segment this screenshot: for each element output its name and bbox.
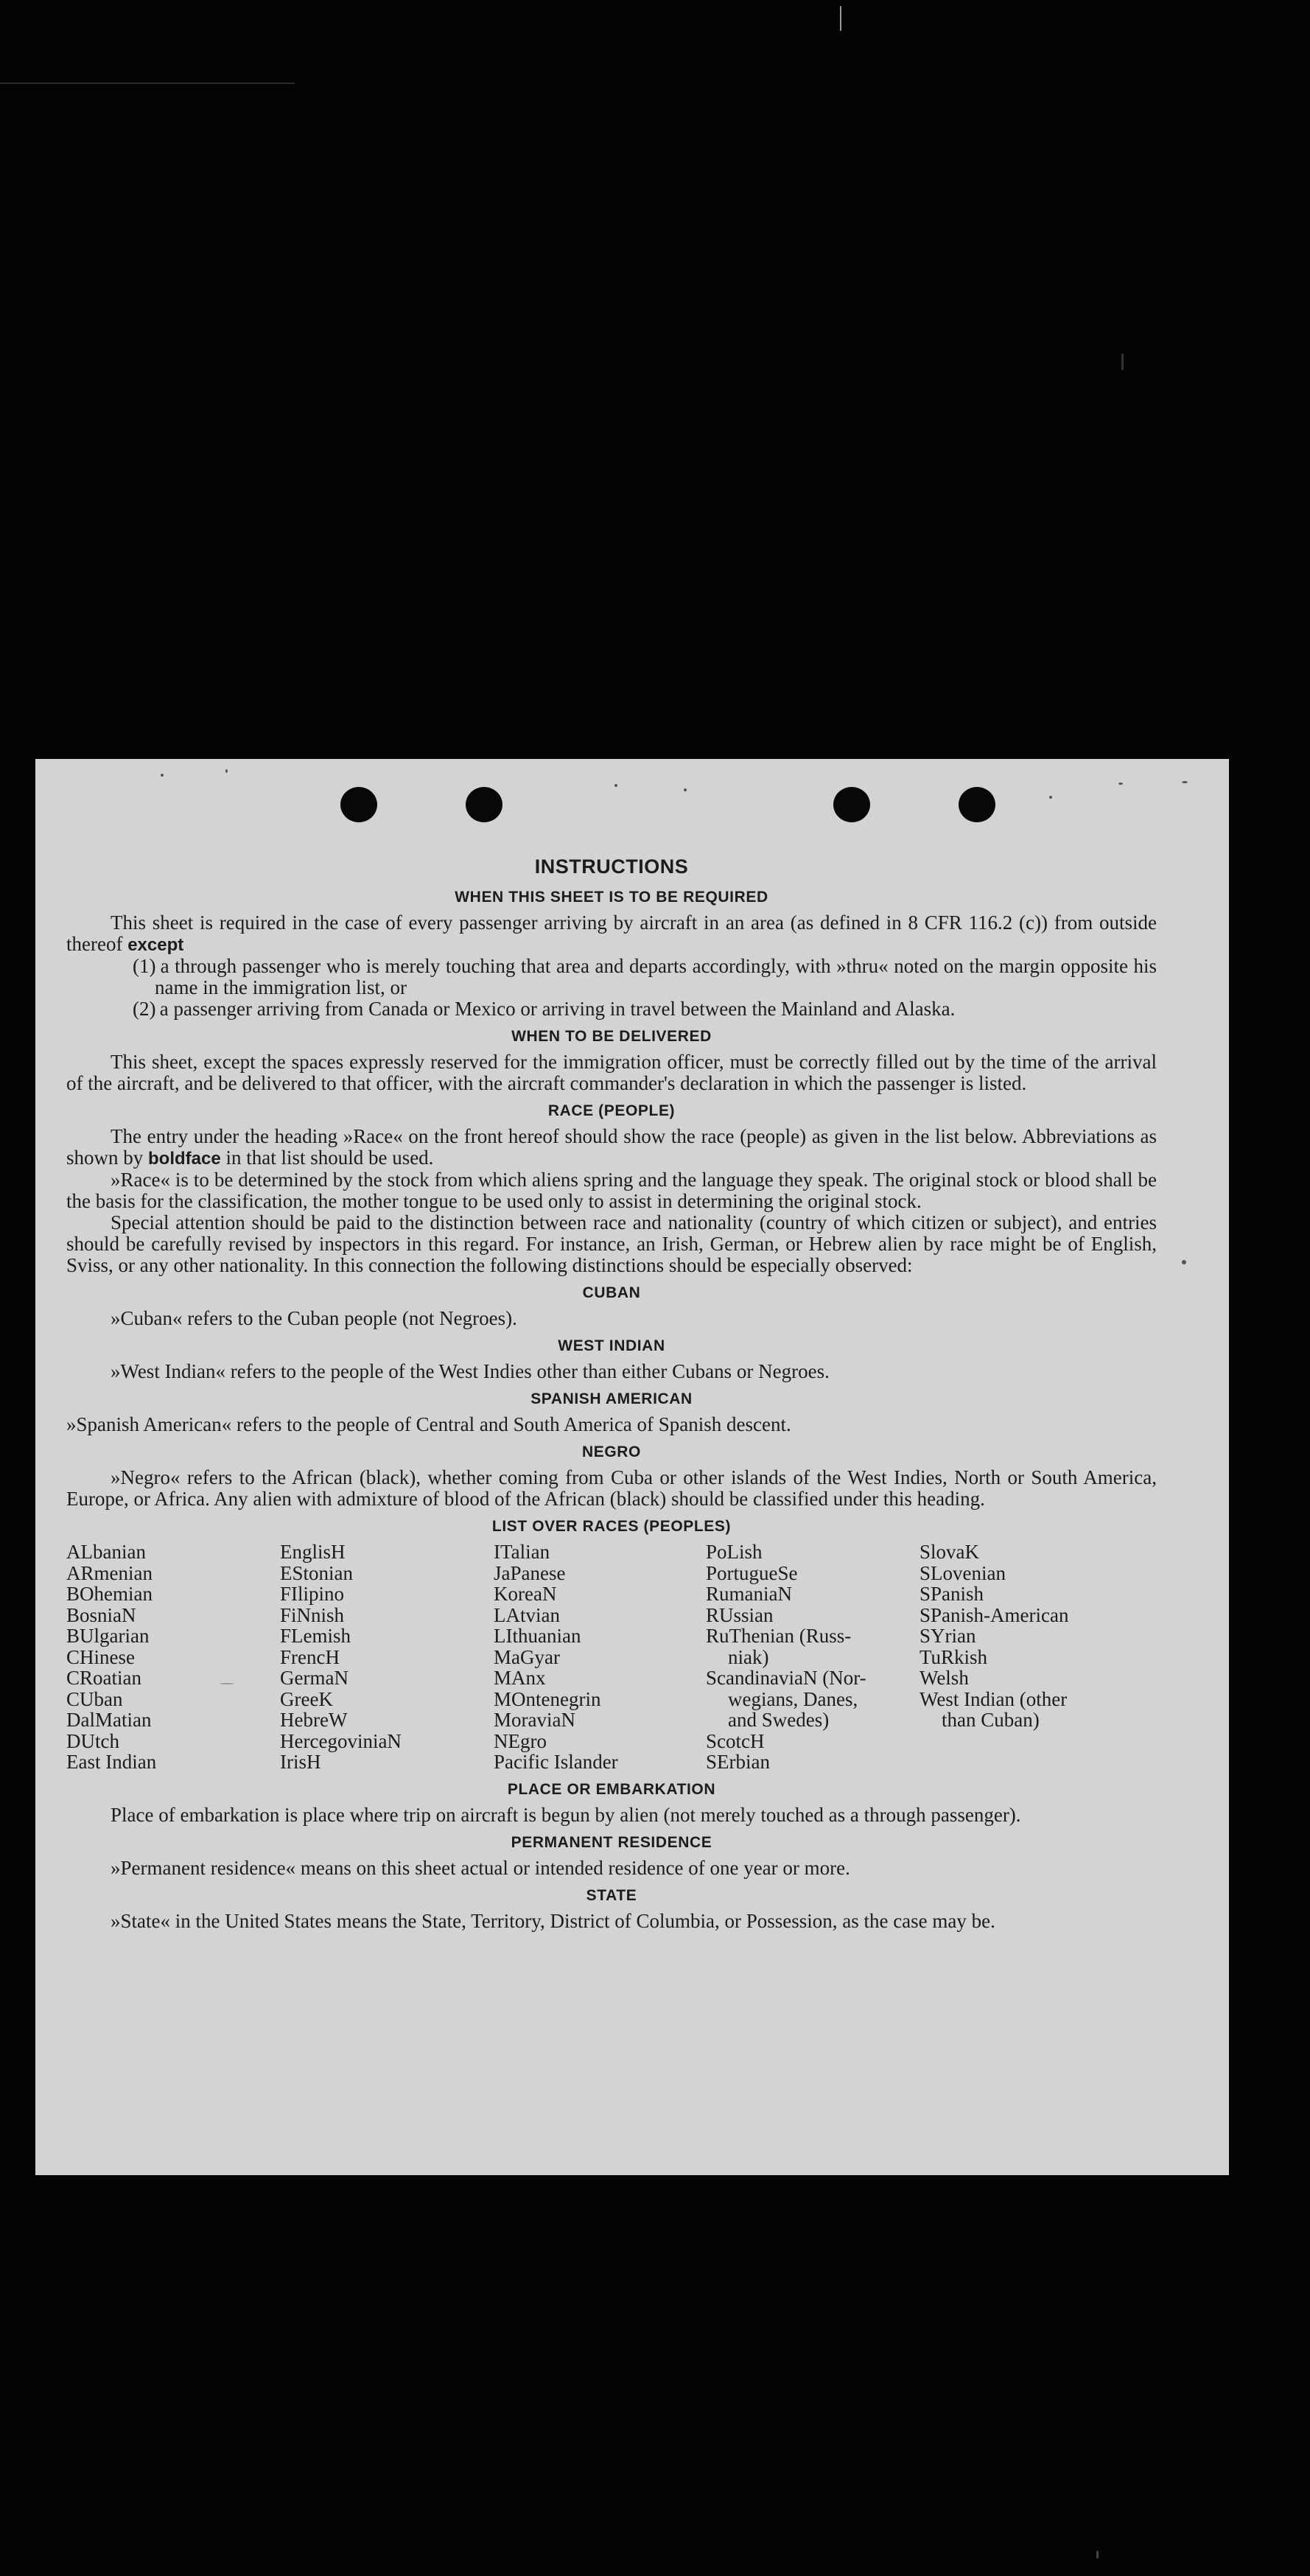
race-entry: JaPanese <box>494 1561 566 1584</box>
scan-speck <box>684 788 687 791</box>
section-paragraph: Place of embarkation is place where trip on aircraft is begun by alien (not merely touched as a through passenger). <box>111 1803 1021 1826</box>
race-entry: Pacific Islander <box>494 1751 618 1773</box>
race-entry: niak) <box>728 1645 769 1668</box>
scan-speck <box>220 1683 234 1684</box>
section-paragraph: »Permanent residence« means on this sheet actual or intended residence of one year or more. <box>111 1856 850 1879</box>
race-entry: HebreW <box>280 1709 348 1731</box>
document-sheet <box>35 759 1229 2175</box>
race-entry: EnglisH <box>280 1541 346 1563</box>
races-table <box>66 1541 1157 1773</box>
race-entry: ITalian <box>494 1541 550 1563</box>
race-entry: RumaniaN <box>706 1583 792 1605</box>
races-column <box>920 1541 1141 1773</box>
race-entry: wegians, Danes, <box>728 1687 858 1710</box>
race-entry: MoraviaN <box>494 1709 575 1731</box>
section-heading-west-indian: WEST INDIAN <box>558 1337 665 1354</box>
punch-hole <box>833 787 870 822</box>
section-paragraph: This sheet is required in the case of every passenger arriving by aircraft in an area (as defined in 8 CFR 116.2 (c)) from outside thereof except <box>66 911 1157 955</box>
race-entry: SPanish <box>920 1583 984 1605</box>
race-entry: FLemish <box>280 1625 351 1647</box>
race-entry: Welsh <box>920 1667 969 1689</box>
race-entry: LIthuanian <box>494 1625 581 1647</box>
punch-hole <box>959 787 995 822</box>
race-entry: ScotcH <box>706 1729 765 1752</box>
race-entry: TuRkish <box>920 1645 988 1668</box>
race-entry: DUtch <box>66 1729 119 1752</box>
race-entry: GreeK <box>280 1687 333 1710</box>
race-entry: FiNnish <box>280 1603 345 1626</box>
scan-speck <box>1049 796 1052 799</box>
section-heading-cuban: CUBAN <box>582 1284 641 1301</box>
section-paragraph: »State« in the United States means the State, Territory, District of Columbia, or Possession, as the case may be. <box>111 1909 995 1932</box>
race-entry: BOhemian <box>66 1583 153 1605</box>
race-entry: NEgro <box>494 1729 547 1752</box>
scan-speck <box>161 774 164 777</box>
scan-speck <box>1182 1260 1186 1264</box>
section-heading-races-list: LIST OVER RACES (PEOPLES) <box>491 1518 732 1535</box>
scan-speck <box>840 6 841 31</box>
race-entry: BosniaN <box>66 1603 136 1626</box>
race-entry: SPanish-American <box>920 1603 1069 1626</box>
race-entry: SYrian <box>920 1625 976 1647</box>
scan-speck <box>1182 781 1188 783</box>
section-heading-state: STATE <box>586 1886 637 1904</box>
punch-hole <box>466 787 502 822</box>
scan-speck <box>1096 2551 1099 2558</box>
section-paragraph: The entry under the heading »Race« on the front hereof should show the race (people) as given in the list below. Abbreviations as shown by boldface in that list should be used. <box>66 1125 1157 1169</box>
scan-speck <box>0 83 295 84</box>
bold-term: boldface <box>148 1149 221 1169</box>
section-heading-race: RACE (PEOPLE) <box>547 1102 676 1119</box>
scan-speck <box>225 769 228 773</box>
scan-speck <box>1121 354 1124 370</box>
race-entry: SlovaK <box>920 1541 979 1563</box>
race-entry: EStonian <box>280 1561 353 1584</box>
section-paragraph: »Negro« refers to the African (black), whether coming from Cuba or other islands of the West Indies, North or South America, Europe, or Africa. Any alien with admixture of blood of the African (black) should be classified under this heading. <box>66 1466 1157 1510</box>
race-entry: MAnx <box>494 1667 546 1689</box>
scan-speck <box>614 784 617 787</box>
section-paragraph: Special attention should be paid to the distinction between race and nationality (country of which citizen or subject), and entries should be carefully revised by inspectors in this regard. For instance, an Irish, German, or Hebrew alien by race might be of English, Sviss, or any other nationality. In this connection the following distinctions should be especially observed: <box>66 1211 1157 1276</box>
race-entry: RuThenian (Russ- <box>706 1625 852 1647</box>
section-paragraph: »Cuban« refers to the Cuban people (not Negroes). <box>111 1307 517 1329</box>
race-entry: ARmenian <box>66 1561 153 1584</box>
punch-hole <box>340 787 377 822</box>
race-entry: SErbian <box>706 1751 770 1773</box>
race-entry: FrencH <box>280 1645 340 1668</box>
instructions-content <box>66 856 1157 1932</box>
race-entry: than Cuban) <box>942 1709 1040 1731</box>
race-entry: East Indian <box>66 1751 157 1773</box>
race-entry: GermaN <box>280 1667 348 1689</box>
race-entry: DalMatian <box>66 1709 152 1731</box>
race-entry: MOntenegrin <box>494 1687 601 1710</box>
section-heading-negro: NEGRO <box>581 1443 641 1460</box>
race-entry: IrisH <box>280 1751 321 1773</box>
section-paragraph: This sheet, except the spaces expressly reserved for the immigration officer, must be correctly filled out by the time of the arrival of the aircraft, and be delivered to that officer, with the aircraft commander's declaration in which the passenger is listed. <box>66 1051 1157 1094</box>
list-item: (2) a passenger arriving from Canada or Mexico or arriving in travel between the Mainland and Alaska. <box>133 998 956 1020</box>
races-column <box>494 1541 706 1773</box>
race-entry: West Indian (other <box>920 1687 1068 1710</box>
section-paragraph: »West Indian« refers to the people of the West Indies other than either Cubans or Negroes. <box>111 1360 830 1382</box>
race-entry: CRoatian <box>66 1667 141 1689</box>
race-entry: MaGyar <box>494 1645 560 1668</box>
section-paragraph: »Race« is to be determined by the stock from which aliens spring and the language they speak. The original stock or blood shall be the basis for the classification, the mother tongue to be used only to assist in determining the original stock. <box>66 1169 1157 1212</box>
race-entry: LAtvian <box>494 1603 560 1626</box>
race-entry: CHinese <box>66 1645 135 1668</box>
race-entry: RUssian <box>706 1603 774 1626</box>
race-entry: KoreaN <box>494 1583 557 1605</box>
race-entry: CUban <box>66 1687 123 1710</box>
section-heading-spanish-american: SPANISH AMERICAN <box>530 1390 693 1407</box>
races-column <box>706 1541 920 1773</box>
race-entry: SLovenian <box>920 1561 1006 1584</box>
bold-term: except <box>127 935 184 955</box>
section-heading-when-delivered: WHEN TO BE DELIVERED <box>511 1028 712 1045</box>
races-column <box>280 1541 494 1773</box>
list-item: (1) a through passenger who is merely touching that area and departs accordingly, with »thru« noted on the margin opposite his name in the immigration list, or <box>133 955 1157 998</box>
race-entry: ScandinaviaN (Nor- <box>706 1667 866 1689</box>
scan-speck <box>1118 783 1123 785</box>
race-entry: BUlgarian <box>66 1625 150 1647</box>
section-heading-when-required: WHEN THIS SHEET IS TO BE REQUIRED <box>455 889 768 906</box>
race-entry: PortugueSe <box>706 1561 798 1584</box>
page-title: INSTRUCTIONS <box>534 855 689 878</box>
section-paragraph: »Spanish American« refers to the people of Central and South America of Spanish descent. <box>66 1413 791 1435</box>
races-column <box>66 1541 280 1773</box>
race-entry: PoLish <box>706 1541 763 1563</box>
race-entry: and Swedes) <box>728 1709 830 1731</box>
race-entry: HercegoviniaN <box>280 1729 402 1752</box>
section-heading-permanent-residence: PERMANENT RESIDENCE <box>511 1833 712 1851</box>
race-entry: FIlipino <box>280 1583 345 1605</box>
section-heading-embarkation: PLACE OR EMBARKATION <box>507 1780 716 1798</box>
race-entry: ALbanian <box>66 1541 146 1563</box>
